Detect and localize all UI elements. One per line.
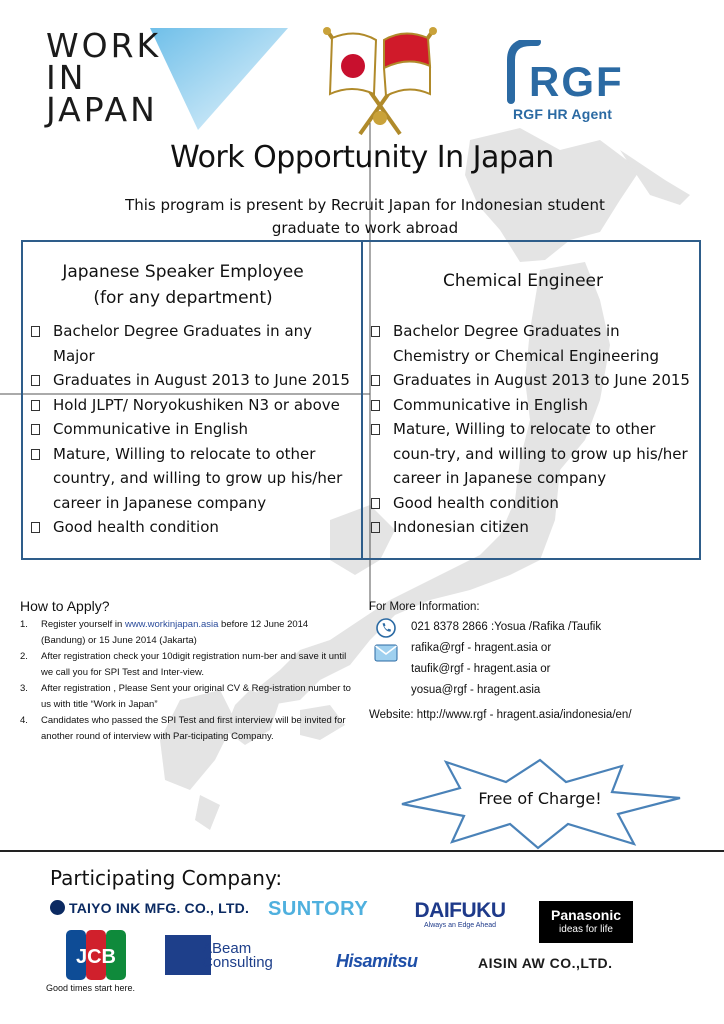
step-text: Candidates who passed the SPI Test and first interview will be invited for another round of interview with Par-ticipating Company. [41, 715, 346, 742]
hisamitsu-logo: Hisamitsu [336, 951, 418, 971]
jcb-logo [66, 930, 126, 980]
step-number: 4. [20, 715, 28, 726]
abeam-consulting-logo [165, 935, 311, 975]
participating-company-title: Participating Company: [50, 866, 283, 890]
requirement-text: Indonesian citizen [393, 518, 529, 536]
panasonic-name: Panasonic [550, 907, 622, 923]
daifuku-tagline: Always an Edge Ahead [424, 922, 496, 929]
bullet-box-icon [371, 424, 380, 435]
daifuku-logo [408, 900, 512, 929]
requirement-item [23, 368, 353, 393]
more-information-section [369, 601, 709, 724]
japan-indonesia-flags-pin [316, 24, 444, 142]
requirement-text: Good health condition [393, 493, 559, 512]
page-title: Work Opportunity In Japan [170, 140, 554, 175]
position-title-line: (for any department) [93, 288, 273, 308]
mail-icon [374, 644, 398, 662]
daifuku-name: DAIFUKU [414, 899, 506, 922]
requirement-text: Bachelor Degree Graduates in any Major [53, 322, 313, 365]
intro-text: This program is present by Recruit Japan for Indonesian student graduate to work abroad [125, 196, 605, 237]
step-text: before 12 June 2014 (Bandung) or 15 June 2014 (Jakarta) [41, 619, 309, 646]
register-link[interactable]: www.workinjapan.asia [124, 619, 219, 630]
requirement-item [23, 442, 353, 516]
requirement-item [363, 319, 693, 368]
requirement-item [23, 393, 353, 418]
work-in-japan-wordmark [46, 26, 162, 129]
phone-row [369, 617, 709, 638]
rgf-hr-agent-logo [507, 40, 647, 132]
more-info-title: For More Information: [369, 601, 480, 613]
apply-step [20, 649, 355, 680]
wordmark-line-2: IN [46, 58, 87, 97]
requirement-text: Bachelor Degree Graduates in Chemistry or Chemical Engineering [393, 322, 659, 365]
aisin-aw-logo: AISIN AW CO.,LTD. [478, 955, 613, 971]
jcb-text: JCB [75, 946, 117, 968]
requirement-text: Graduates in August 2013 to June 2015 [393, 371, 690, 389]
bullet-box-icon [371, 326, 380, 337]
requirement-text: Mature, Willing to relocate to other coun-try, and willing to grow up his/her career in Japanese company [393, 420, 688, 487]
email-line[interactable]: yosua@rgf - hragent.asia [411, 684, 541, 696]
bullet-box-icon [31, 375, 40, 386]
position-column-chemical-engineer [363, 242, 699, 558]
step-number: 1. [20, 619, 28, 630]
taiyo-circle-icon [50, 900, 65, 915]
requirement-item [363, 393, 693, 418]
position-column-japanese-speaker [23, 242, 363, 558]
requirements-list [363, 319, 693, 540]
step-text: After registration , Please Sent your original CV & Reg-istration number to us with title “Work in Japan” [41, 683, 351, 710]
website-link[interactable]: Website: http://www.rgf - hragent.asia/indonesia/en/ [369, 709, 632, 721]
apply-step [20, 617, 355, 648]
requirement-item [363, 515, 693, 540]
work-in-japan-logo [30, 28, 290, 130]
free-of-charge-text: Free of Charge! [478, 789, 602, 808]
wordmark-line-1: WORK [46, 26, 162, 65]
requirement-item [363, 417, 693, 491]
requirement-text: Graduates in August 2013 to June 2015 [53, 371, 350, 389]
email-line[interactable]: rafika@rgf - hragent.asia or [411, 642, 552, 654]
requirement-text: Hold JLPT/ Noryokushiken N3 or above [53, 395, 340, 414]
section-divider [0, 850, 724, 852]
bullet-box-icon [31, 522, 40, 533]
requirements-list [23, 319, 353, 540]
panasonic-tagline: ideas for life [559, 924, 613, 935]
how-to-apply-title: How to Apply? [20, 598, 110, 614]
apply-step [20, 681, 355, 712]
bullet-box-icon [31, 400, 40, 411]
abeam-consulting-name: Consulting [202, 954, 273, 971]
requirement-text: Communicative in English [53, 420, 249, 438]
requirements-box [21, 240, 701, 560]
panasonic-logo [539, 901, 633, 943]
bullet-box-icon [31, 424, 40, 435]
position-title-line: Japanese Speaker Employee [62, 262, 304, 282]
requirement-item [23, 515, 353, 540]
step-text: After registration check your 10digit registration num-ber and save it until we call you for SPI Test and Inter-view. [41, 651, 347, 678]
apply-step [20, 713, 355, 744]
bullet-box-icon [371, 522, 380, 533]
email-line[interactable]: taufik@rgf - hragent.asia or [411, 663, 551, 675]
abeam-name: ABeam [202, 940, 252, 957]
requirement-item [363, 491, 693, 516]
step-number: 2. [20, 651, 28, 662]
position-title: Chemical Engineer [443, 271, 603, 291]
rgf-logo-mark [507, 40, 647, 104]
phone-icon [376, 618, 396, 638]
taiyo-ink-name: TAIYO INK MFG. CO., LTD. [69, 900, 250, 916]
phone-text: 021 8378 2866 :Yosua /Rafika /Taufik [411, 621, 602, 633]
email-rows [369, 638, 709, 701]
step-number: 3. [20, 683, 28, 694]
bullet-box-icon [371, 498, 380, 509]
requirement-text: Mature, Willing to relocate to other country, and willing to grow up his/her career in Japanese company [53, 444, 343, 512]
bullet-box-icon [31, 449, 40, 460]
bullet-box-icon [371, 375, 380, 386]
free-of-charge-badge [398, 758, 682, 850]
position-title [23, 242, 343, 311]
requirement-item [23, 417, 353, 442]
requirement-item [363, 368, 693, 393]
suntory-logo: SUNTORY [268, 898, 369, 920]
how-to-apply-section [20, 598, 355, 745]
bullet-box-icon [371, 400, 380, 411]
requirement-text: Good health condition [53, 518, 219, 536]
rgf-logo-text: RGF [529, 58, 624, 104]
apply-steps-list [20, 617, 355, 744]
taiyo-ink-logo [50, 900, 249, 916]
wordmark-line-3: JAPAN [46, 90, 158, 129]
requirement-text: Communicative in English [393, 395, 589, 414]
requirement-item [23, 319, 353, 368]
rgf-subtitle: RGF HR Agent [513, 106, 613, 122]
bullet-box-icon [31, 326, 40, 337]
jcb-tagline: Good times start here. [46, 983, 136, 993]
step-text: Register yourself in [41, 619, 125, 630]
